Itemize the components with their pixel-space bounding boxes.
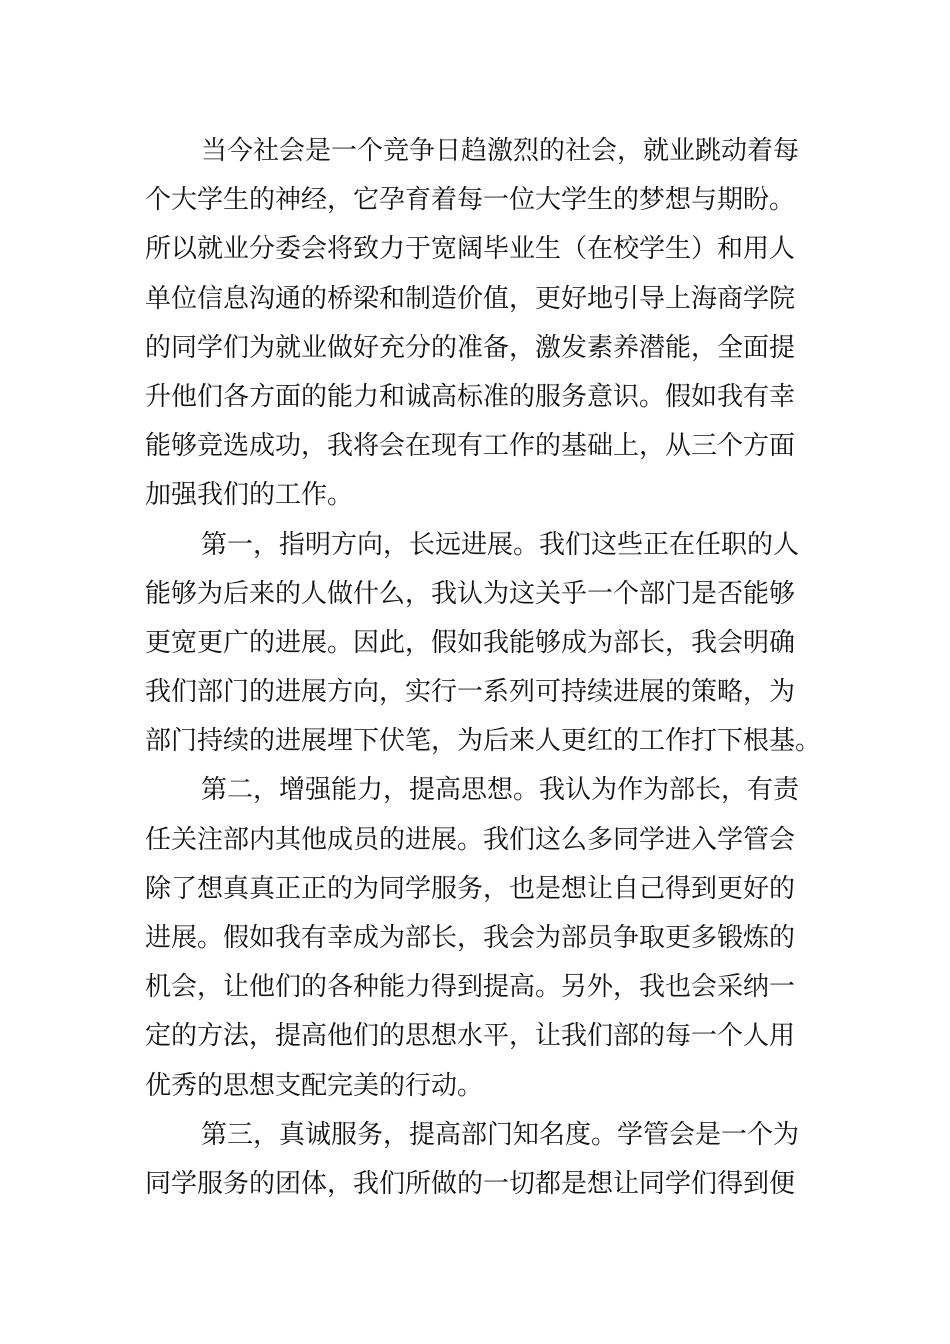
text-line: 的同学们为就业做好充分的准备，激发素养潜能，全面提 <box>145 332 796 363</box>
text-line: 定的方法，提高他们的思想水平，让我们部的每一个人用 <box>145 1021 796 1052</box>
text-line: 任关注部内其他成员的进展。我们这么多同学进入学管会 <box>145 824 796 855</box>
text-line: 第二，增强能力，提高思想。我认为作为部长，有责 <box>201 775 800 806</box>
text-line: 所以就业分委会将致力于宽阔毕业生（在校学生）和用人 <box>145 234 796 265</box>
text-line: 第一，指明方向，长远进展。我们这些正在任职的人 <box>201 529 800 560</box>
text-line: 能够为后来的人做什么，我认为这关乎一个部门是否能够 <box>145 578 796 609</box>
text-line: 加强我们的工作。 <box>145 480 354 511</box>
text-line: 当今社会是一个竞争日趋激烈的社会，就业跳动着每 <box>201 136 800 166</box>
text-line: 我们部门的进展方向，实行一系列可持续进展的策略，为 <box>145 677 796 708</box>
text-line: 同学服务的团体，我们所做的一切都是想让同学们得到便 <box>145 1168 796 1199</box>
text-line: 机会，让他们的各种能力得到提高。另外，我也会采纳一 <box>145 972 796 1003</box>
text-line: 部门持续的进展埋下伏笔，为后来人更红的工作打下根基。 <box>145 726 822 757</box>
text-line: 个大学生的神经，它孕育着每一位大学生的梦想与期盼。 <box>145 185 796 216</box>
text-line: 进展。假如我有幸成为部长，我会为部员争取更多锻炼的 <box>145 923 796 953</box>
text-line: 更宽更广的进展。因此，假如我能够成为部长，我会明确 <box>145 627 796 658</box>
text-line: 单位信息沟通的桥梁和制造价值，更好地引导上海商学院 <box>145 283 796 314</box>
text-line: 升他们各方面的能力和诚高标准的服务意识。假如我有幸 <box>145 381 796 412</box>
text-line: 除了想真真正正的为同学服务，也是想让自己得到更好的 <box>145 873 796 904</box>
text-line: 优秀的思想支配完美的行动。 <box>145 1070 484 1101</box>
text-line: 能够竞选成功，我将会在现有工作的基础上，从三个方面 <box>145 431 796 462</box>
text-line: 第三，真诚服务，提高部门知名度。学管会是一个为 <box>201 1119 800 1150</box>
body-text <box>145 127 822 1209</box>
